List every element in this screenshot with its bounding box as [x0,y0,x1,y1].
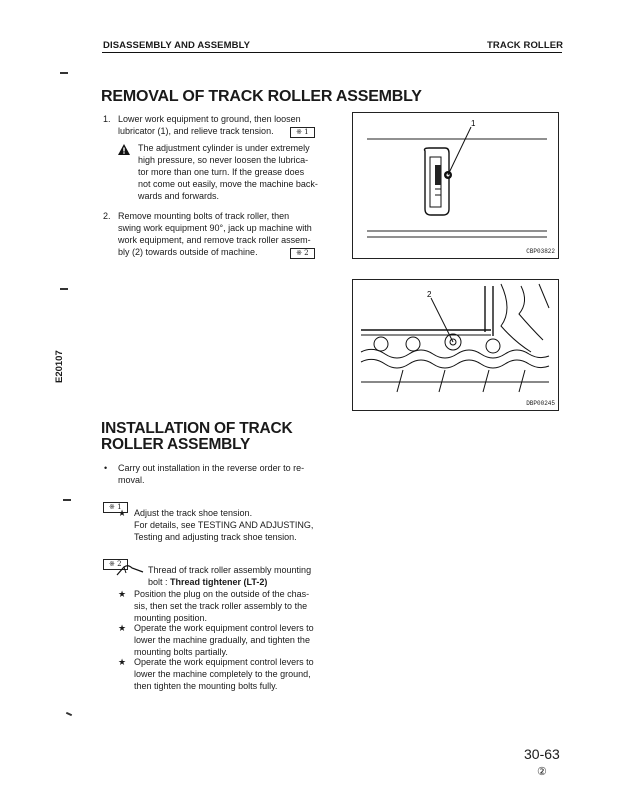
margin-mark [63,499,71,501]
warning-line: high pressure, so never loosen the lubrica- [138,155,309,165]
thread-line [148,576,348,588]
figure-lubricator-callout: 1 [471,119,476,128]
thread-tightener: Thread tightener (LT-2) [170,577,268,587]
warning-text [138,142,338,202]
figure-track-roller-code: DBP00245 [526,400,555,407]
warning-line: not come out easily, move the machine back- [138,179,318,189]
installation-title [101,421,293,453]
sealant-icon [116,563,144,581]
star-icon: ★ [118,589,127,599]
figure-track-roller-callout: 2 [427,290,432,299]
figure-track-roller [352,279,559,411]
ref1-line: For details, see TESTING AND ADJUSTING, [134,520,314,530]
bullet-line: moval. [118,475,145,485]
step1-line: Lower work equipment to ground, then loosen [118,114,301,124]
step1-line-text: lubricator (1), and relieve track tension. [118,126,274,136]
ref2-line: lower the machine completely to the ground, [134,669,311,679]
ref2-line: Operate the work equipment control levers to [134,657,314,667]
ref2-item-3 [134,656,344,692]
bullet-dot: • [104,463,108,473]
header-rule [102,52,562,53]
install-ref-box-2-label: ※ 2 [103,559,128,570]
thread-text [148,564,348,588]
page-number: 30-63 [524,746,560,762]
thread-bolt-prefix: bolt : [148,577,171,587]
step2-number: 2. [103,211,111,221]
header-chapter-title: TRACK ROLLER [487,40,564,51]
thread-line: Thread of track roller assembly mounting [148,565,312,575]
star-icon: ★ [118,623,127,633]
installation-bullet-text [118,462,338,486]
revision-mark: ② [537,766,547,778]
figure-lubricator-code: CBP03822 [526,248,555,255]
star-icon: ★ [118,657,127,667]
ref-box-1: ※ 1 [290,127,315,138]
step1-text [118,113,336,138]
margin-mark [60,72,68,74]
ref2-line: lower the machine gradually, and tighten the [134,635,310,645]
step2-line: work equipment, and remove track roller assem- [118,235,311,245]
ref2-line: Operate the work equipment control levers to [134,623,314,633]
ref2-line: sis, then set the track roller assembly to the [134,601,308,611]
warning-line: tor more than one turn. If the grease does [138,167,305,177]
ref2-line: mounting position. [134,613,208,623]
figure-track-roller-drawing [353,280,558,410]
ref2-item-2 [134,622,344,658]
step2-text [118,210,338,259]
install-ref-box-1-label: ※ 1 [103,502,128,513]
installation-title-line: INSTALLATION OF TRACK [101,420,293,437]
header-section-title: DISASSEMBLY AND ASSEMBLY [103,40,251,51]
ref2-line: mounting bolts partially. [134,647,228,657]
step2-line: Remove mounting bolts of track roller, then [118,211,290,221]
step1-number: 1. [103,114,111,124]
margin-mark [60,288,68,290]
figure-lubricator [352,112,559,259]
ref-box-2: ※ 2 [290,248,315,259]
step1-line [118,125,336,138]
installation-title-line: ROLLER ASSEMBLY [101,436,251,453]
figure-lubricator-drawing [353,113,558,258]
ref2-item-1 [134,588,344,624]
removal-title: REMOVAL OF TRACK ROLLER ASSEMBLY [101,88,422,105]
step2-line [118,246,338,259]
step2-line-text: bly (2) towards outside of machine. [118,247,258,257]
side-code: E20107 [54,350,65,383]
ref1-text [134,507,344,543]
star-icon: ★ [118,508,127,518]
warning-line: The adjustment cylinder is under extremely [138,143,310,153]
ref2-line: then tighten the mounting bolts fully. [134,681,278,691]
ref2-line: Position the plug on the outside of the chas- [134,589,310,599]
bullet-line: Carry out installation in the reverse order to re- [118,463,305,473]
step2-line: swing work equipment 90°, jack up machine with [118,223,312,233]
warning-icon [118,142,130,160]
margin-mark [66,712,72,716]
ref1-line: Adjust the track shoe tension. [134,508,253,518]
ref1-line: Testing and adjusting track shoe tension. [134,532,297,542]
warning-line: wards and forwards. [138,191,220,201]
